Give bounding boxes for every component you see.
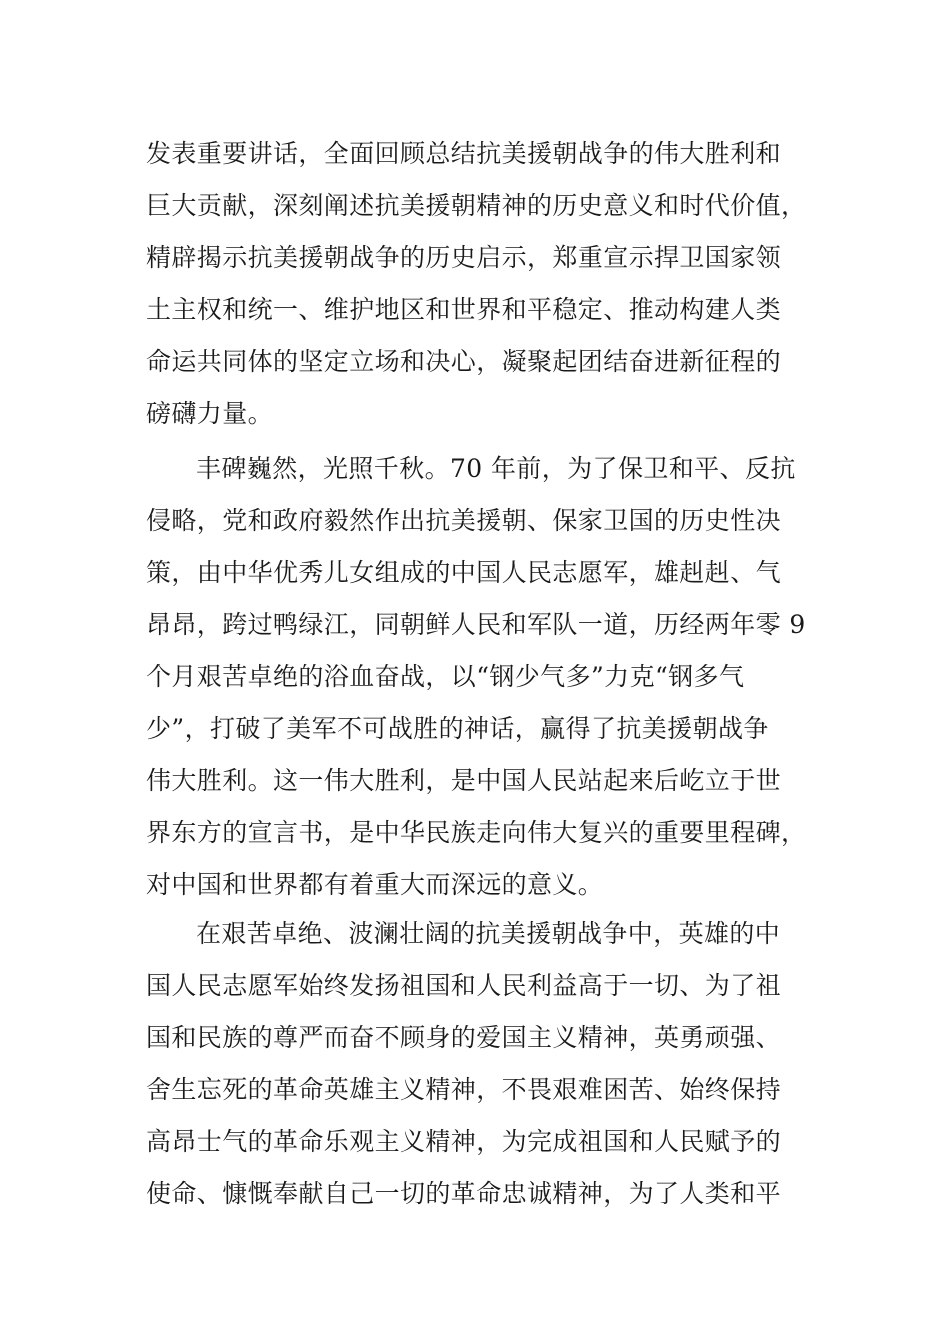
text-line: 侵略，党和政府毅然作出抗美援朝、保家卫国的历史性决 — [146, 506, 782, 535]
text-line: 伟大胜利。这一伟大胜利，是中国人民站起来后屹立于世 — [146, 766, 782, 795]
paragraph-1 — [146, 128, 810, 440]
text-line: 少”，打破了美军不可战胜的神话，赢得了抗美援朝战争 — [146, 714, 769, 743]
paragraph-2 — [146, 443, 810, 911]
text-line: 界东方的宣言书，是中华民族走向伟大复兴的重要里程碑， — [146, 818, 807, 847]
text-line: 舍生忘死的革命英雄主义精神，不畏艰难困苦、始终保持 — [146, 1075, 782, 1104]
text-line: 国人民志愿军始终发扬祖国和人民利益高于一切、为了祖 — [146, 971, 782, 1000]
text-line: 巨大贡献，深刻阐述抗美援朝精神的历史意义和时代价值， — [146, 191, 807, 220]
paragraph-3 — [146, 908, 810, 1220]
text-line: 使命、慷慨奉献自己一切的革命忠诚精神，为了人类和平 — [146, 1179, 782, 1208]
text-line: 发表重要讲话，全面回顾总结抗美援朝战争的伟大胜利和 — [146, 139, 782, 168]
text-line: 个月艰苦卓绝的浴血奋战，以“钢少气多”力克“钢多气 — [146, 662, 745, 691]
text-line: 在艰苦卓绝、波澜壮阔的抗美援朝战争中，英雄的中 — [196, 919, 781, 948]
text-line: 高昂士气的革命乐观主义精神，为完成祖国和人民赋予的 — [146, 1127, 782, 1156]
text-line: 丰碑巍然，光照千秋。70 年前，为了保卫和平、反抗 — [196, 454, 796, 483]
text-line: 昂昂，跨过鸭绿江，同朝鲜人民和军队一道，历经两年零 9 — [146, 610, 806, 639]
text-line: 对中国和世界都有着重大而深远的意义。 — [146, 870, 604, 899]
text-line: 命运共同体的坚定立场和决心，凝聚起团结奋进新征程的 — [146, 347, 782, 376]
text-line: 策，由中华优秀儿女组成的中国人民志愿军，雄赳赳、气 — [146, 558, 782, 587]
text-line: 磅礴力量。 — [146, 399, 274, 428]
text-line: 国和民族的尊严而奋不顾身的爱国主义精神，英勇顽强、 — [146, 1023, 782, 1052]
text-line: 精辟揭示抗美援朝战争的历史启示，郑重宣示捍卫国家领 — [146, 243, 782, 272]
text-line: 土主权和统一、维护地区和世界和平稳定、推动构建人类 — [146, 295, 782, 324]
